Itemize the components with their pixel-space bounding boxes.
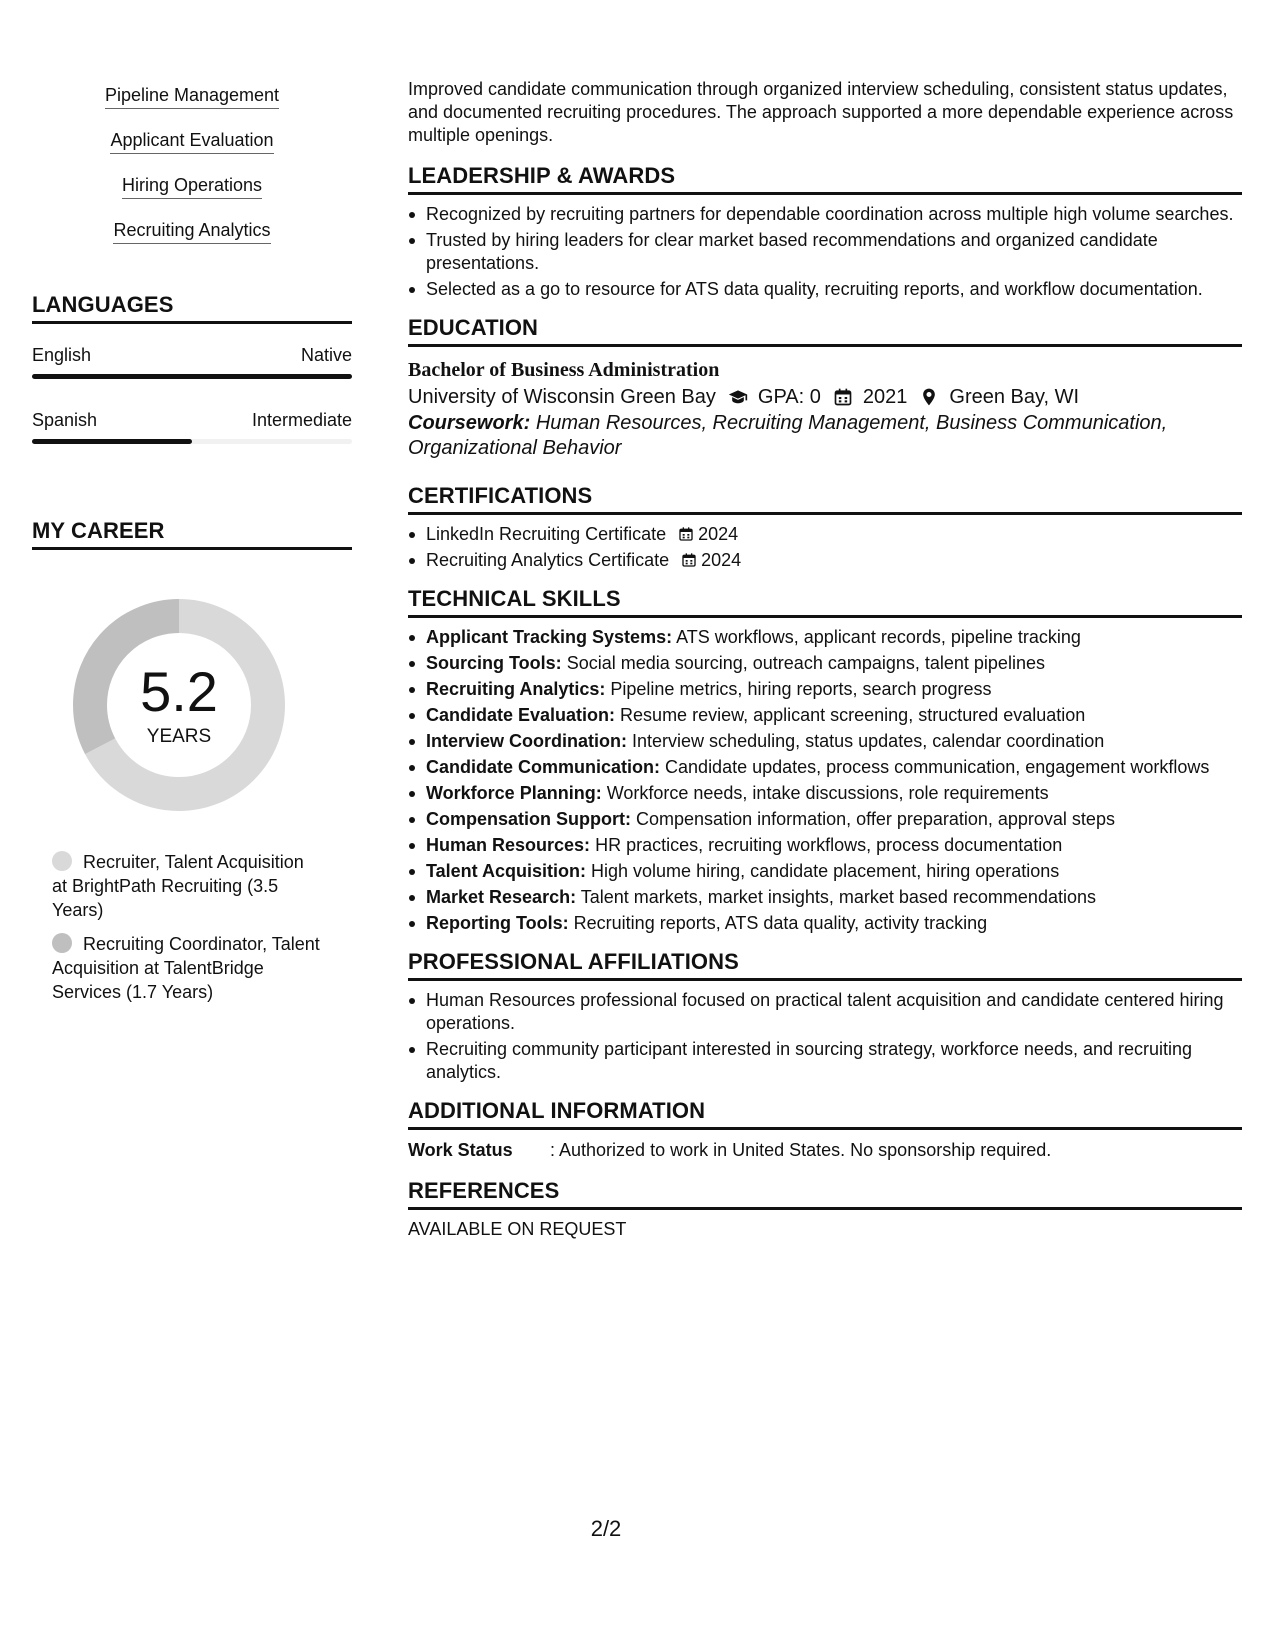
work-status-key: Work Status bbox=[408, 1140, 513, 1160]
list-item: Recruiting Analytics Certificate 2024 bbox=[408, 549, 1242, 572]
main-content bbox=[408, 78, 1242, 1241]
list-item: Candidate Evaluation: Resume review, applicant screening, structured evaluation bbox=[408, 704, 1242, 727]
certifications-list bbox=[408, 523, 1242, 572]
career-donut-chart bbox=[66, 592, 292, 818]
graduation-year: 2021 bbox=[862, 386, 908, 408]
leadership-title: LEADERSHIP & AWARDS bbox=[408, 163, 1242, 195]
legend-dot-icon bbox=[52, 933, 72, 953]
affiliations-title: PROFESSIONAL AFFILIATIONS bbox=[408, 949, 1242, 981]
list-item: Selected as a go to resource for ATS data quality, recruiting reports, and workflow documentation. bbox=[408, 278, 1242, 301]
education-title: EDUCATION bbox=[408, 315, 1242, 347]
certifications-title: CERTIFICATIONS bbox=[408, 483, 1242, 515]
skill-tag: Hiring Operations bbox=[32, 174, 352, 219]
list-item: Trusted by hiring leaders for clear market based recommendations and organized candidate presentations. bbox=[408, 229, 1242, 275]
list-item: Candidate Communication: Candidate updates, process communication, engagement workflows bbox=[408, 756, 1242, 779]
references-text: AVAILABLE ON REQUEST bbox=[408, 1219, 627, 1239]
list-item: Interview Coordination: Interview scheduling, status updates, calendar coordination bbox=[408, 730, 1242, 753]
language-level: Native bbox=[300, 345, 352, 365]
list-item: Market Research: Talent markets, market insights, market based recommendations bbox=[408, 886, 1242, 909]
work-status-value: : Authorized to work in United States. No sponsorship required. bbox=[550, 1140, 1052, 1160]
list-item: Reporting Tools: Recruiting reports, ATS data quality, activity tracking bbox=[408, 912, 1242, 935]
calendar-icon bbox=[833, 387, 853, 407]
language-level: Intermediate bbox=[251, 410, 352, 430]
legend-dot-icon bbox=[52, 851, 72, 871]
work-status-row bbox=[408, 1138, 1242, 1162]
affiliations-list bbox=[408, 989, 1242, 1084]
list-item: Workforce Planning: Workforce needs, intake discussions, role requirements bbox=[408, 782, 1242, 805]
languages-title: LANGUAGES bbox=[32, 292, 352, 324]
additional-info-title: ADDITIONAL INFORMATION bbox=[408, 1098, 1242, 1130]
career-legend-item: Recruiting Coordinator, Talent Acquisition at TalentBridge Services (1.7 Years) bbox=[52, 934, 320, 1002]
education-details bbox=[408, 383, 1242, 411]
skill-tag: Recruiting Analytics bbox=[32, 219, 352, 264]
list-item: Human Resources: HR practices, recruiting workflows, process documentation bbox=[408, 834, 1242, 857]
technical-skills-list bbox=[408, 626, 1242, 935]
skill-tag: Applicant Evaluation bbox=[32, 129, 352, 174]
graduation-cap-icon bbox=[728, 387, 748, 407]
skill-tags bbox=[32, 84, 352, 264]
career-title: MY CAREER bbox=[32, 518, 352, 550]
degree: Bachelor of Business Administration bbox=[408, 359, 720, 381]
career-legend-item: Recruiter, Talent Acquisition at BrightPath Recruiting (3.5 Years) bbox=[52, 852, 304, 920]
calendar-icon bbox=[678, 526, 694, 542]
list-item: Recruiting Analytics: Pipeline metrics, hiring reports, search progress bbox=[408, 678, 1242, 701]
coursework: Coursework: Human Resources, Recruiting Management, Business Communication, Organizational Behavior bbox=[408, 412, 1168, 459]
page-number: 2/2 bbox=[590, 1516, 622, 1541]
list-item: Recognized by recruiting partners for dependable coordination across multiple high volume searches. bbox=[408, 203, 1242, 226]
list-item: Sourcing Tools: Social media sourcing, outreach campaigns, talent pipelines bbox=[408, 652, 1242, 675]
technical-skills-title: TECHNICAL SKILLS bbox=[408, 586, 1242, 618]
language-name: Spanish bbox=[32, 410, 98, 430]
school: University of Wisconsin Green Bay bbox=[408, 386, 716, 408]
language-name: English bbox=[32, 345, 92, 365]
list-item: LinkedIn Recruiting Certificate 2024 bbox=[408, 523, 1242, 546]
skill-tag: Pipeline Management bbox=[32, 84, 352, 129]
language-proficiency-fill bbox=[32, 374, 352, 379]
location: Green Bay, WI bbox=[949, 386, 1080, 408]
language-proficiency-bar bbox=[32, 374, 352, 379]
leadership-list bbox=[408, 203, 1242, 301]
career-unit: YEARS bbox=[146, 726, 212, 747]
career-legend bbox=[32, 850, 352, 1004]
language-proficiency-bar bbox=[32, 439, 352, 444]
list-item: Compensation Support: Compensation information, offer preparation, approval steps bbox=[408, 808, 1242, 831]
career-total-years: 5.2 bbox=[140, 660, 218, 723]
location-pin-icon bbox=[919, 387, 939, 407]
language-proficiency-fill bbox=[32, 439, 192, 444]
references-title: REFERENCES bbox=[408, 1178, 1242, 1210]
calendar-icon bbox=[681, 552, 697, 568]
list-item: Recruiting community participant interested in sourcing strategy, workforce needs, and recruiting analytics. bbox=[408, 1038, 1242, 1084]
language-item bbox=[32, 409, 352, 444]
gpa: GPA: 0 bbox=[757, 386, 821, 408]
intro-paragraph: Improved candidate communication through organized interview scheduling, consistent status updates, and documented recruiting procedures. The approach supported a more dependable experience across multiple openings. bbox=[408, 79, 1234, 145]
list-item: Applicant Tracking Systems: ATS workflows, applicant records, pipeline tracking bbox=[408, 626, 1242, 649]
sidebar bbox=[32, 84, 352, 1014]
language-item bbox=[32, 344, 352, 379]
list-item: Human Resources professional focused on practical talent acquisition and candidate centered hiring operations. bbox=[408, 989, 1242, 1035]
list-item: Talent Acquisition: High volume hiring, candidate placement, hiring operations bbox=[408, 860, 1242, 883]
